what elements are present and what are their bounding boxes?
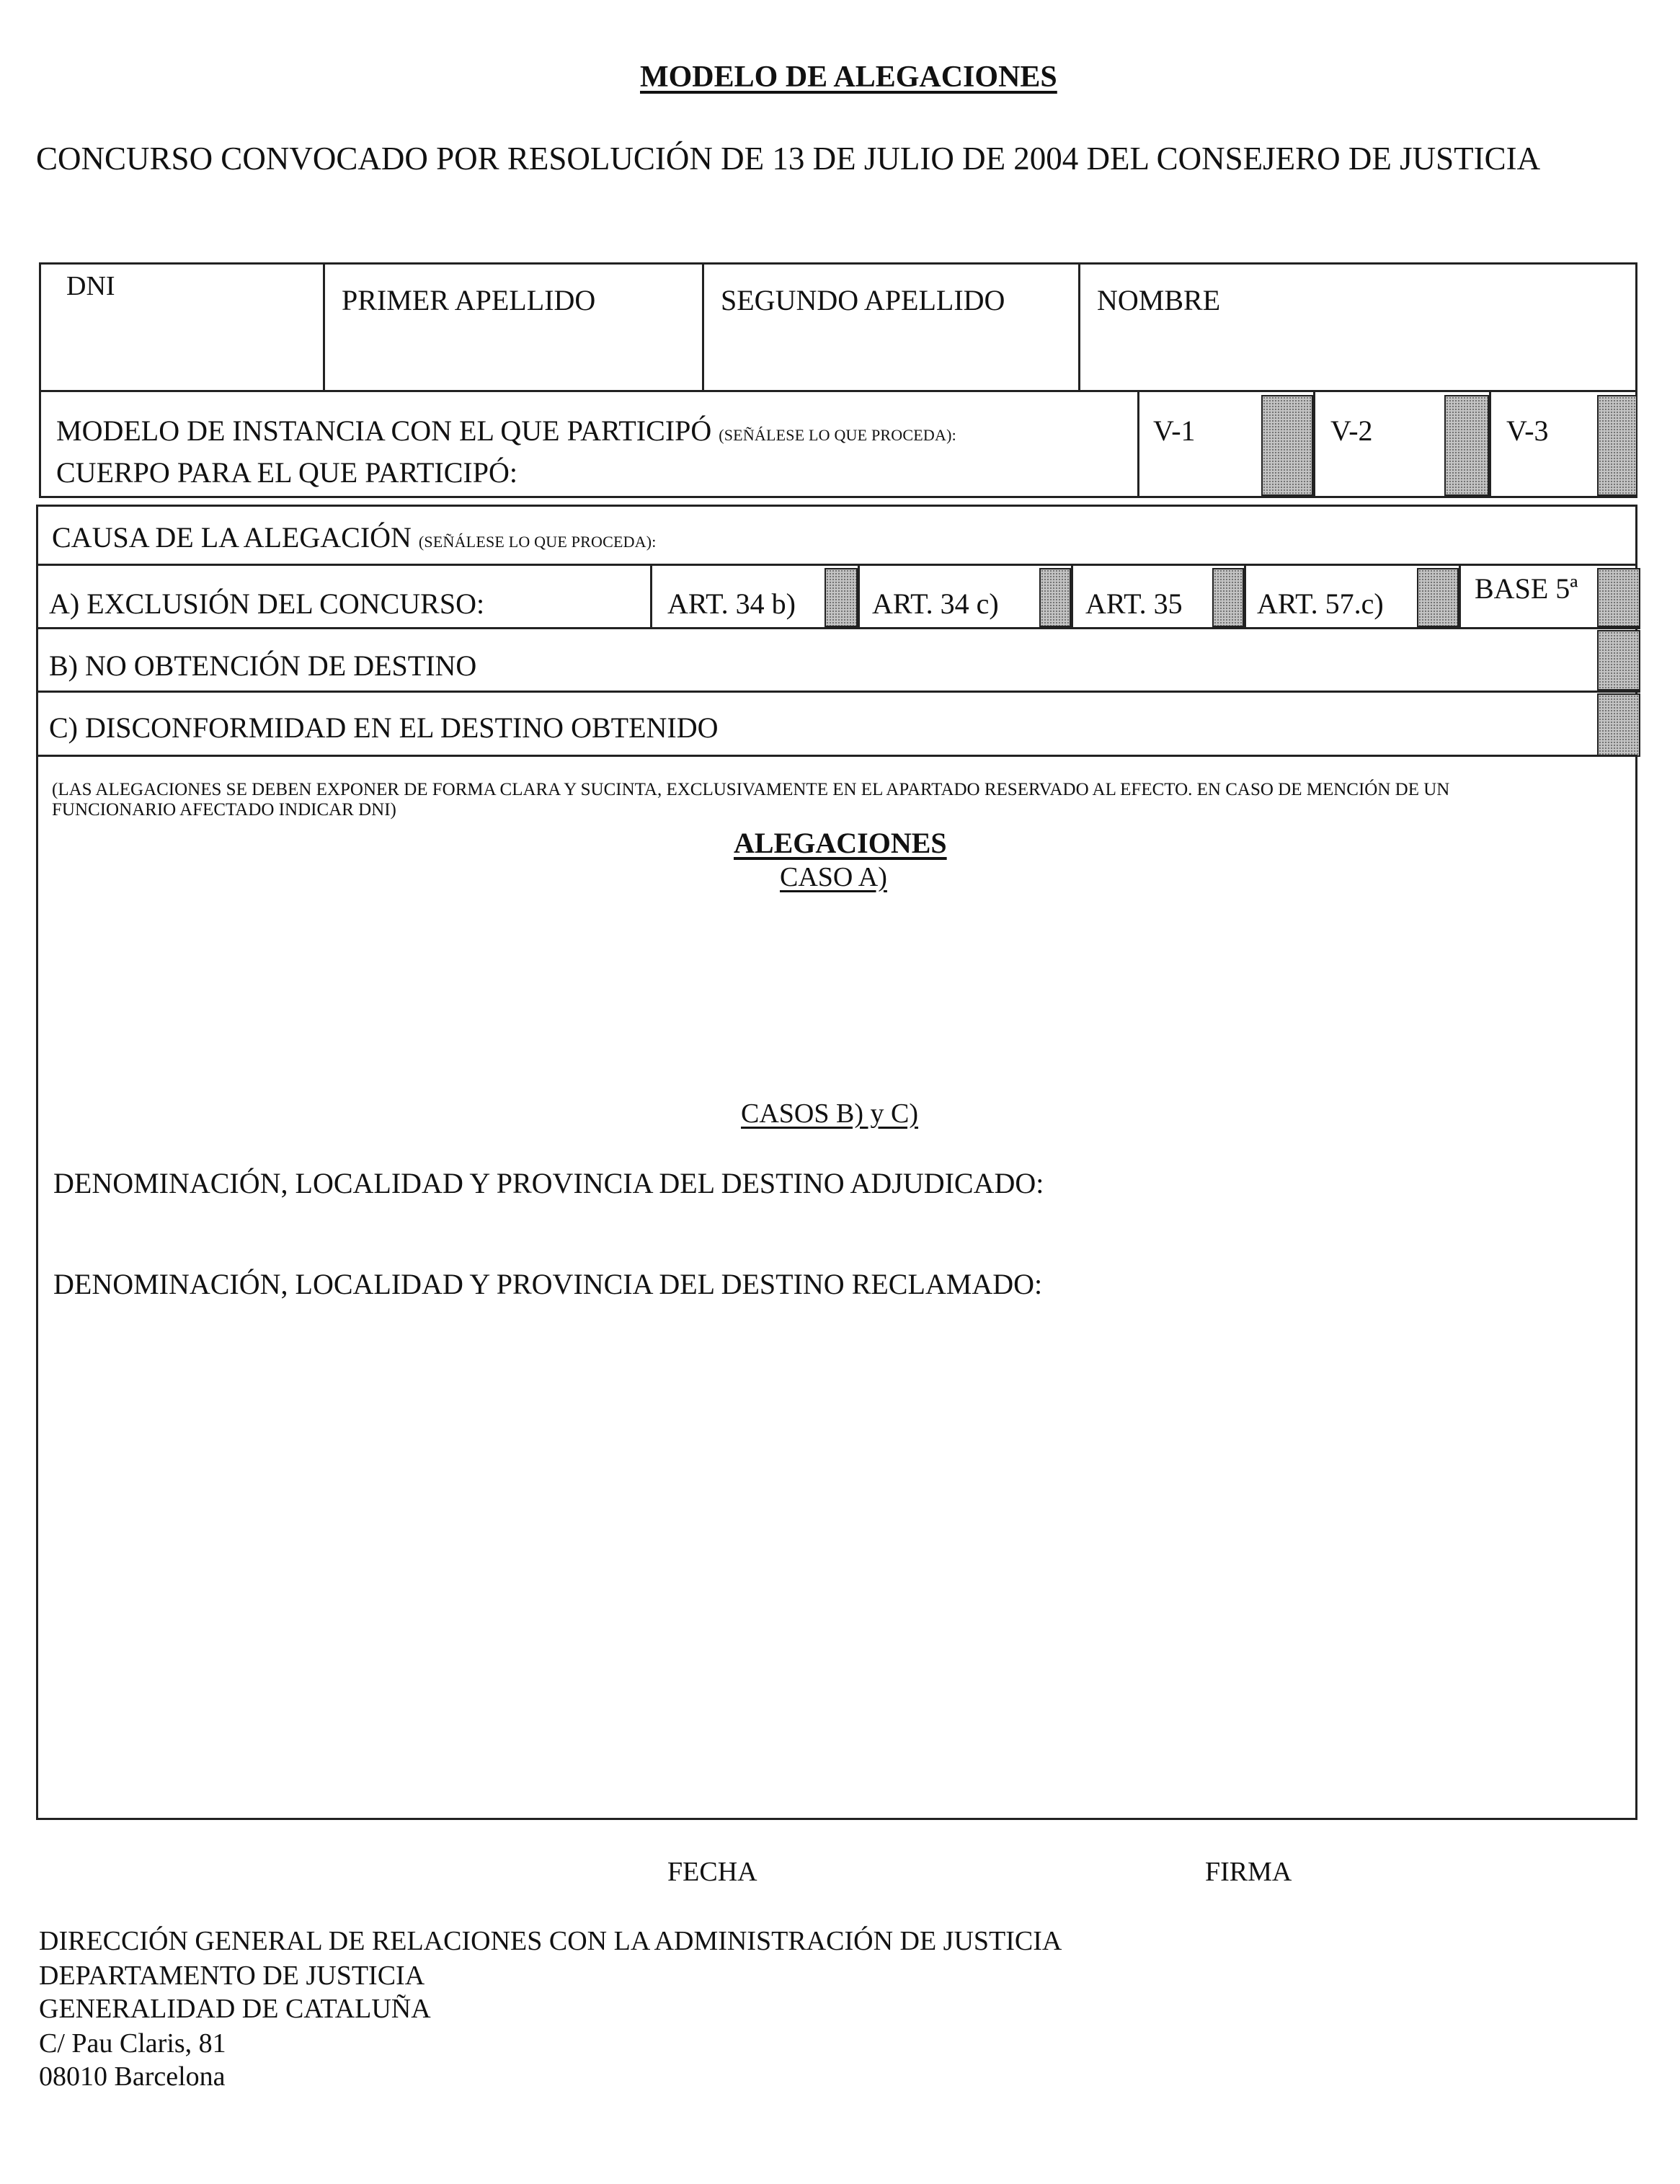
art-34c-label: ART. 34 c) <box>872 587 999 620</box>
alegaciones-instructions: (LAS ALEGACIONES SE DEBEN EXPONER DE FORMA CLARA Y SUCINTA, EXCLUSIVAMENTE EN EL APARTADO RESERVADO AL EFECTO. EN CASO DE MENCIÓN DE UN FUNCIONARIO AFECTADO INDICAR DNI) <box>52 780 1450 820</box>
option-v2-label: V-2 <box>1330 414 1373 447</box>
art-34b-label: ART. 34 b) <box>667 587 796 620</box>
page-subtitle: CONCURSO CONVOCADO POR RESOLUCIÓN DE 13 DE JULIO DE 2004 DEL CONSEJERO DE JUSTICIA <box>36 141 1541 177</box>
option-v2-checkbox[interactable] <box>1444 395 1489 496</box>
option-v3-label: V-3 <box>1506 414 1549 447</box>
modelo-instancia-label: MODELO DE INSTANCIA CON EL QUE PARTICIPÓ (SEÑÁLESE LO QUE PROCEDA): <box>56 414 956 447</box>
dni-field-label[interactable]: DNI <box>66 271 115 301</box>
art-57c-checkbox[interactable] <box>1417 568 1459 627</box>
alegaciones-heading: ALEGACIONES <box>734 827 947 859</box>
address-line-1: DIRECCIÓN GENERAL DE RELACIONES CON LA ADMINISTRACIÓN DE JUSTICIA <box>39 1926 1062 1956</box>
art-34b-checkbox[interactable] <box>825 568 858 627</box>
destino-reclamado-label: DENOMINACIÓN, LOCALIDAD Y PROVINCIA DEL DESTINO RECLAMADO: <box>53 1268 1043 1300</box>
cuerpo-label[interactable]: CUERPO PARA EL QUE PARTICIPÓ: <box>56 456 517 489</box>
destino-adjudicado-label: DENOMINACIÓN, LOCALIDAD Y PROVINCIA DEL DESTINO ADJUDICADO: <box>53 1167 1044 1199</box>
nombre-field-label[interactable]: NOMBRE <box>1097 284 1221 316</box>
address-line-3: GENERALIDAD DE CATALUÑA <box>39 1994 431 2024</box>
art-57c-label: ART. 57.c) <box>1257 587 1384 620</box>
caso-a-heading: CASO A) <box>780 862 887 892</box>
causa-alegacion-label: CAUSA DE LA ALEGACIÓN (SEÑÁLESE LO QUE PROCEDA): <box>52 521 657 554</box>
option-v1-checkbox[interactable] <box>1261 395 1313 496</box>
causa-alegacion-note: (SEÑÁLESE LO QUE PROCEDA): <box>418 533 657 551</box>
row-b-checkbox[interactable] <box>1597 630 1640 691</box>
art-35-label: ART. 35 <box>1085 587 1183 620</box>
identity-table <box>39 262 1637 392</box>
row-c-disconformidad-label: C) DISCONFORMIDAD EN EL DESTINO OBTENIDO <box>49 711 719 744</box>
page-title: MODELO DE ALEGACIONES <box>640 61 1057 94</box>
option-v3-checkbox[interactable] <box>1597 395 1637 496</box>
row-c-checkbox[interactable] <box>1597 693 1640 757</box>
art-35-checkbox[interactable] <box>1212 568 1244 627</box>
primer-apellido-field-label[interactable]: PRIMER APELLIDO <box>342 284 596 316</box>
option-v1-label: V-1 <box>1153 414 1196 447</box>
art-34c-checkbox[interactable] <box>1039 568 1071 627</box>
firma-label: FIRMA <box>1205 1857 1292 1887</box>
base-5-label: BASE 5ª <box>1475 572 1578 605</box>
address-line-4: C/ Pau Claris, 81 <box>39 2028 226 2059</box>
row-b-no-obtencion-label: B) NO OBTENCIÓN DE DESTINO <box>49 649 477 682</box>
row-a-exclusion-label: A) EXCLUSIÓN DEL CONCURSO: <box>49 587 485 620</box>
base-5-checkbox[interactable] <box>1597 568 1640 627</box>
segundo-apellido-field-label[interactable]: SEGUNDO APELLIDO <box>721 284 1005 316</box>
address-line-2: DEPARTAMENTO DE JUSTICIA <box>39 1961 425 1991</box>
fecha-label: FECHA <box>667 1857 757 1887</box>
casos-bc-heading: CASOS B) y C) <box>741 1098 918 1129</box>
modelo-instancia-note: (SEÑÁLESE LO QUE PROCEDA): <box>719 426 956 444</box>
address-line-5: 08010 Barcelona <box>39 2061 226 2092</box>
